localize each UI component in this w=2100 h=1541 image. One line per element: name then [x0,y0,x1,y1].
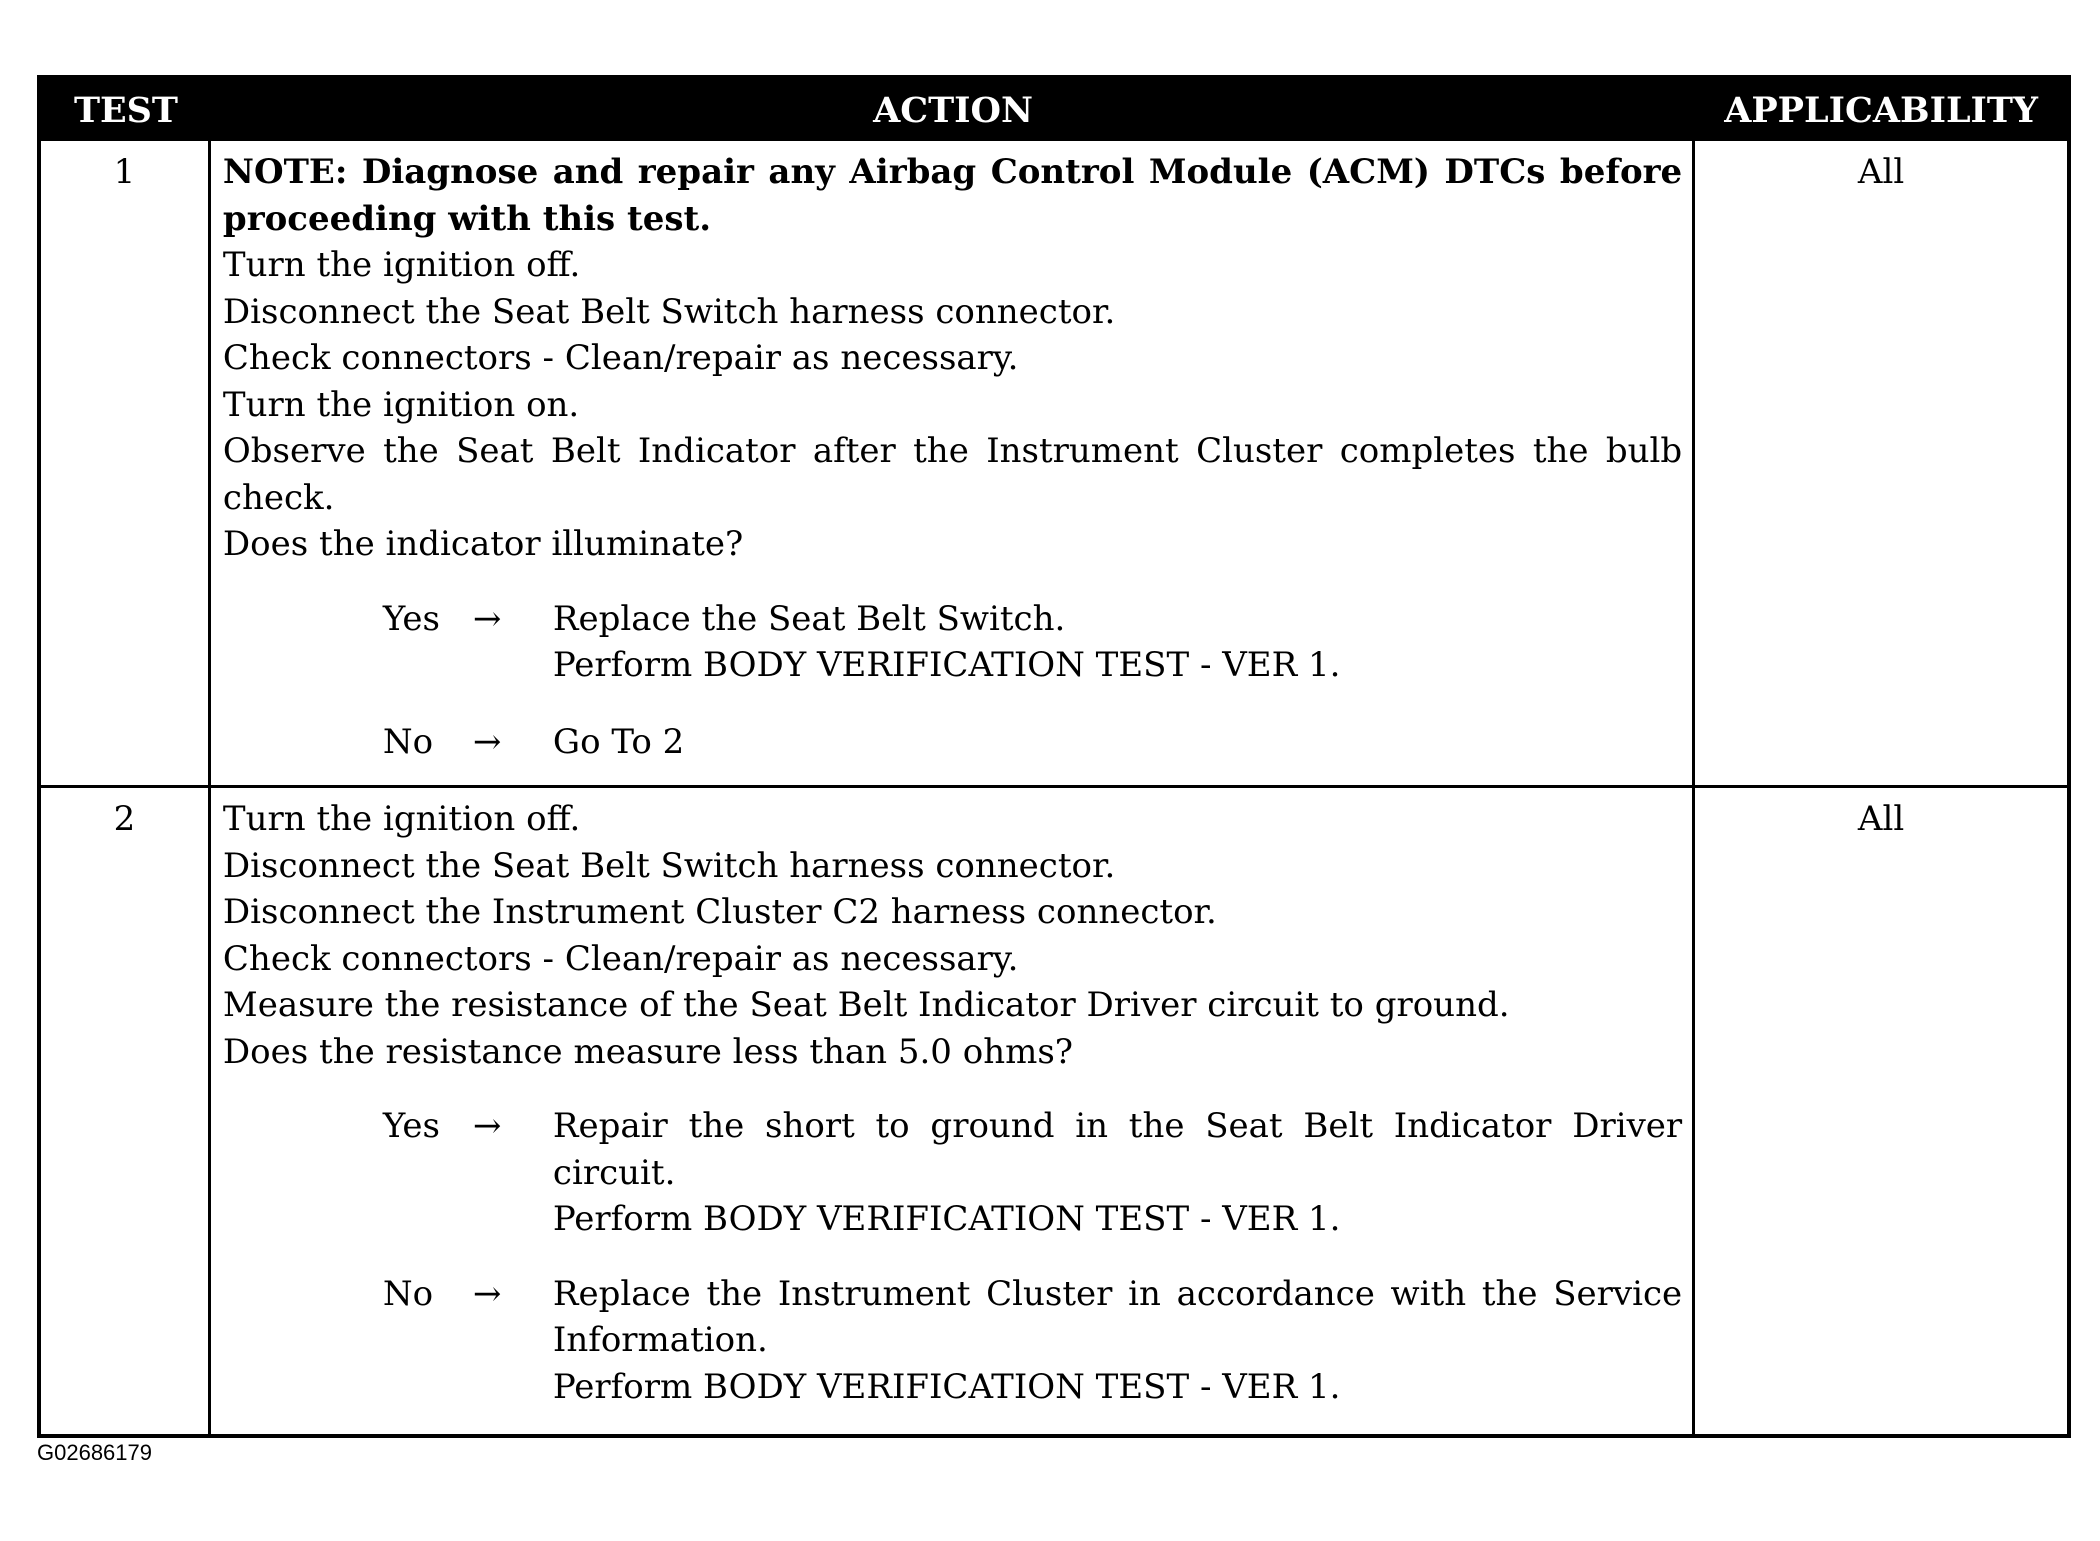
result-line: Replace the Instrument Cluster in accordance with the Service Information. [552,1273,1683,1360]
yes-branch [223,596,1682,689]
yes-branch [223,1103,1682,1243]
header-action: ACTION [873,89,1034,131]
right-arrow-icon: → [472,1106,502,1146]
figure-id: G02686179 [37,1440,152,1465]
result-line: Go To 2 [552,721,685,762]
no-result [553,719,1682,766]
no-label: No [382,721,434,762]
step-text: Observe the Seat Belt Indicator after the Instrument Cluster completes the bulb check. [222,431,1683,518]
yes-label: Yes [382,1106,440,1146]
step-text: Turn the ignition on. [222,384,580,425]
test-number: 2 [41,788,211,1434]
result-line: Perform BODY VERIFICATION TEST - VER 1. [552,1199,1341,1239]
step-text: Turn the ignition off. [222,799,581,839]
no-label: No [382,1273,434,1314]
header-test: TEST [73,89,178,131]
table-row [41,141,2067,785]
action-cell [211,141,1695,785]
action-cell [211,788,1695,1434]
step-text: Disconnect the Instrument Cluster C2 harness connector. [222,892,1217,932]
test-number: 1 [41,141,211,785]
step-text: Disconnect the Seat Belt Switch harness connector. [222,291,1116,332]
step-text: Measure the resistance of the Seat Belt Indicator Driver circuit to ground. [222,985,1510,1025]
result-line: Replace the Seat Belt Switch. [552,598,1066,639]
note-text: NOTE: Diagnose and repair any Airbag Control Module (ACM) DTCs before proceeding with this test. [222,152,1683,239]
result-line: Perform BODY VERIFICATION TEST - VER 1. [552,1366,1341,1407]
result-line: Repair the short to ground in the Seat Belt Indicator Driver circuit. [552,1106,1683,1193]
step-text: Turn the ignition off. [222,245,581,285]
step-text: Disconnect the Seat Belt Switch harness connector. [222,845,1116,886]
yes-label: Yes [382,598,440,639]
step-text: Check connectors - Clean/repair as necessary. [222,938,1019,979]
right-arrow-icon: → [472,721,502,762]
applicability-cell: All [1857,799,1905,839]
step-text: Does the indicator illuminate? [222,524,744,564]
no-result [553,1271,1682,1411]
no-branch [223,1271,1682,1411]
no-branch [223,719,1682,766]
yes-result [553,1103,1682,1243]
yes-result [553,596,1682,689]
header-applicability: APPLICABILITY [1724,89,2038,131]
table-header-row [41,79,2067,141]
step-text: Does the resistance measure less than 5.0 ohms? [222,1031,1074,1072]
result-line: Perform BODY VERIFICATION TEST - VER 1. [552,645,1341,685]
table-row [41,785,2067,1434]
applicability-cell: All [1857,152,1905,192]
right-arrow-icon: → [472,1273,502,1314]
diagnostic-table [37,75,2071,1438]
step-text: Check connectors - Clean/repair as necessary. [222,338,1019,378]
right-arrow-icon: → [472,598,502,639]
